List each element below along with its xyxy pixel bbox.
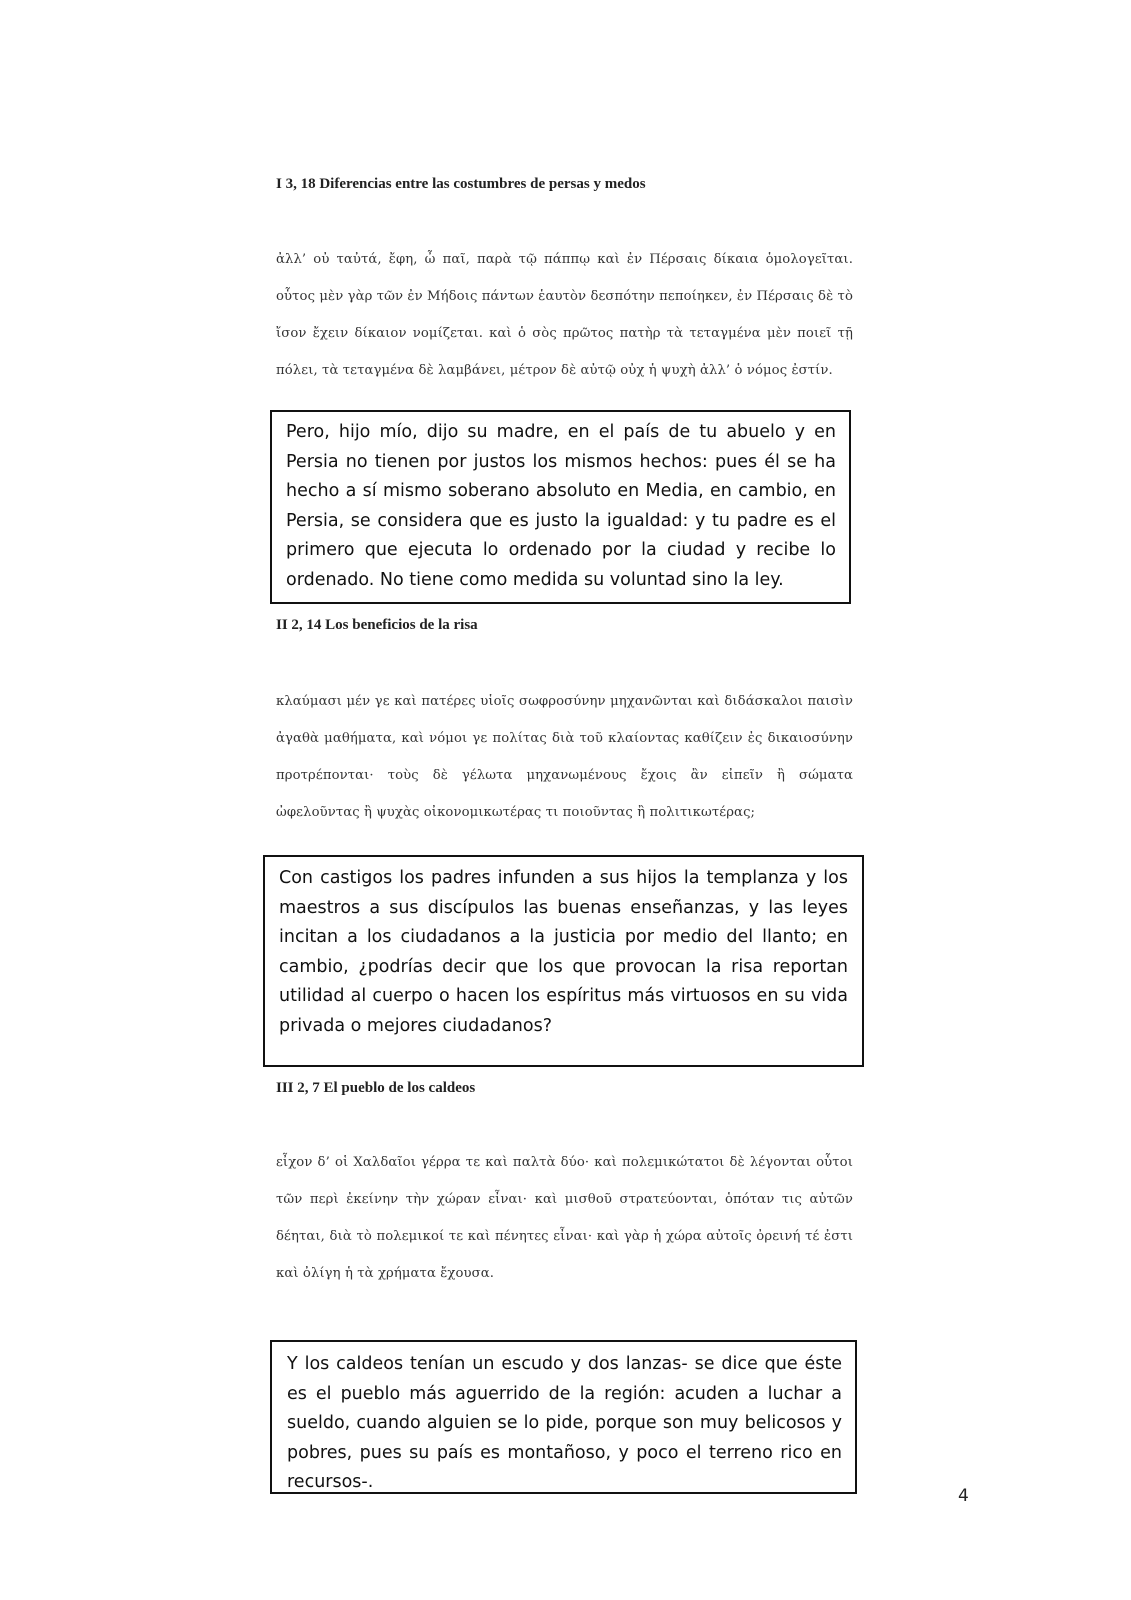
translation-text: Pero, hijo mío, dijo su madre, en el país de tu abuelo y en Persia no tienen por justos los mismos hechos: pues él se ha hecho a sí mismo soberano absoluto en Media, en cambio, en Persia, se considera que es justo la igualdad: y tu padre es el primero que ejecuta lo ordenado por la ciudad y recibe lo ordenado. No tiene como medida su voluntad sino la ley. — [286, 422, 836, 590]
translation-box — [270, 410, 851, 604]
greek-passage — [276, 1144, 853, 1292]
page-number: 4 — [958, 1486, 969, 1506]
greek-text: κλαύμασι μέν γε καὶ πατέρες υἱοῖς σωφροσύνην μηχανῶνται καὶ διδάσκαλοι παισὶν ἀγαθὰ μαθήματα, καὶ νόμοι γε πολίτας διὰ τοῦ κλαίοντας καθίζειν ἐς δικαιοσύνην προτρέπονται· τοὺς δὲ γέλωτα μηχανωμένους ἔχοις ἂν εἰπεῖν ἢ σώματα ὠφελοῦντας ἢ ψυχὰς οἰκονομικωτέρας τι ποιοῦντας ἢ πολιτικωτέρας; — [276, 694, 853, 820]
section-heading: II 2, 14 Los beneficios de la risa — [276, 617, 478, 633]
translation-text: Y los caldeos tenían un escudo y dos lanzas- se dice que éste es el pueblo más aguerrido de la región: acuden a luchar a sueldo, cuando alguien se lo pide, porque son muy belicosos y pobres, pues su país es montañoso, y poco el terreno rico en recursos-. — [287, 1354, 842, 1492]
translation-box — [263, 855, 864, 1067]
section-heading: I 3, 18 Diferencias entre las costumbres de persas y medos — [276, 176, 646, 192]
greek-text: ἀλλ’ οὐ ταὐτά, ἔφη, ὦ παῖ, παρὰ τῷ πάππῳ καὶ ἐν Πέρσαις δίκαια ὁμολογεῖται. οὗτος μὲν γὰρ τῶν ἐν Μήδοις πάντων ἑαυτὸν δεσπότην πεποίηκεν, ἐν Πέρσαις δὲ τὸ ἴσον ἔχειν δίκαιον νομίζεται. καὶ ὁ σὸς πρῶτος πατὴρ τὰ τεταγμένα μὲν ποιεῖ τῇ πόλει, τὰ τεταγμένα δὲ λαμβάνει, μέτρον δὲ αὐτῷ οὐχ ἡ ψυχὴ ἀλλ’ ὁ νόμος ἐστίν. — [276, 252, 853, 378]
translation-box — [270, 1340, 857, 1494]
section-heading: III 2, 7 El pueblo de los caldeos — [276, 1080, 476, 1096]
greek-passage — [276, 241, 853, 389]
translation-text: Con castigos los padres infunden a sus hijos la templanza y los maestros a sus discípulos las buenas enseñanzas, y las leyes incitan a los ciudadanos a la justicia por medio del llanto; en cambio, ¿podrías decir que los que provocan la risa reportan utilidad al cuerpo o hacen los espíritus más virtuosos en su vida privada o mejores ciudadanos? — [279, 868, 848, 1036]
greek-passage — [276, 683, 853, 831]
greek-text: εἶχον δ’ οἱ Χαλδαῖοι γέρρα τε καὶ παλτὰ δύο· καὶ πολεμικώτατοι δὲ λέγονται οὗτοι τῶν περὶ ἐκείνην τὴν χώραν εἶναι· καὶ μισθοῦ στρατεύονται, ὁπόταν τις αὐτῶν δέηται, διὰ τὸ πολεμικοί τε καὶ πένητες εἶναι· καὶ γὰρ ἡ χώρα αὐτοῖς ὀρεινή τέ ἐστι καὶ ὀλίγη ἡ τὰ χρήματα ἔχουσα. — [276, 1155, 853, 1281]
